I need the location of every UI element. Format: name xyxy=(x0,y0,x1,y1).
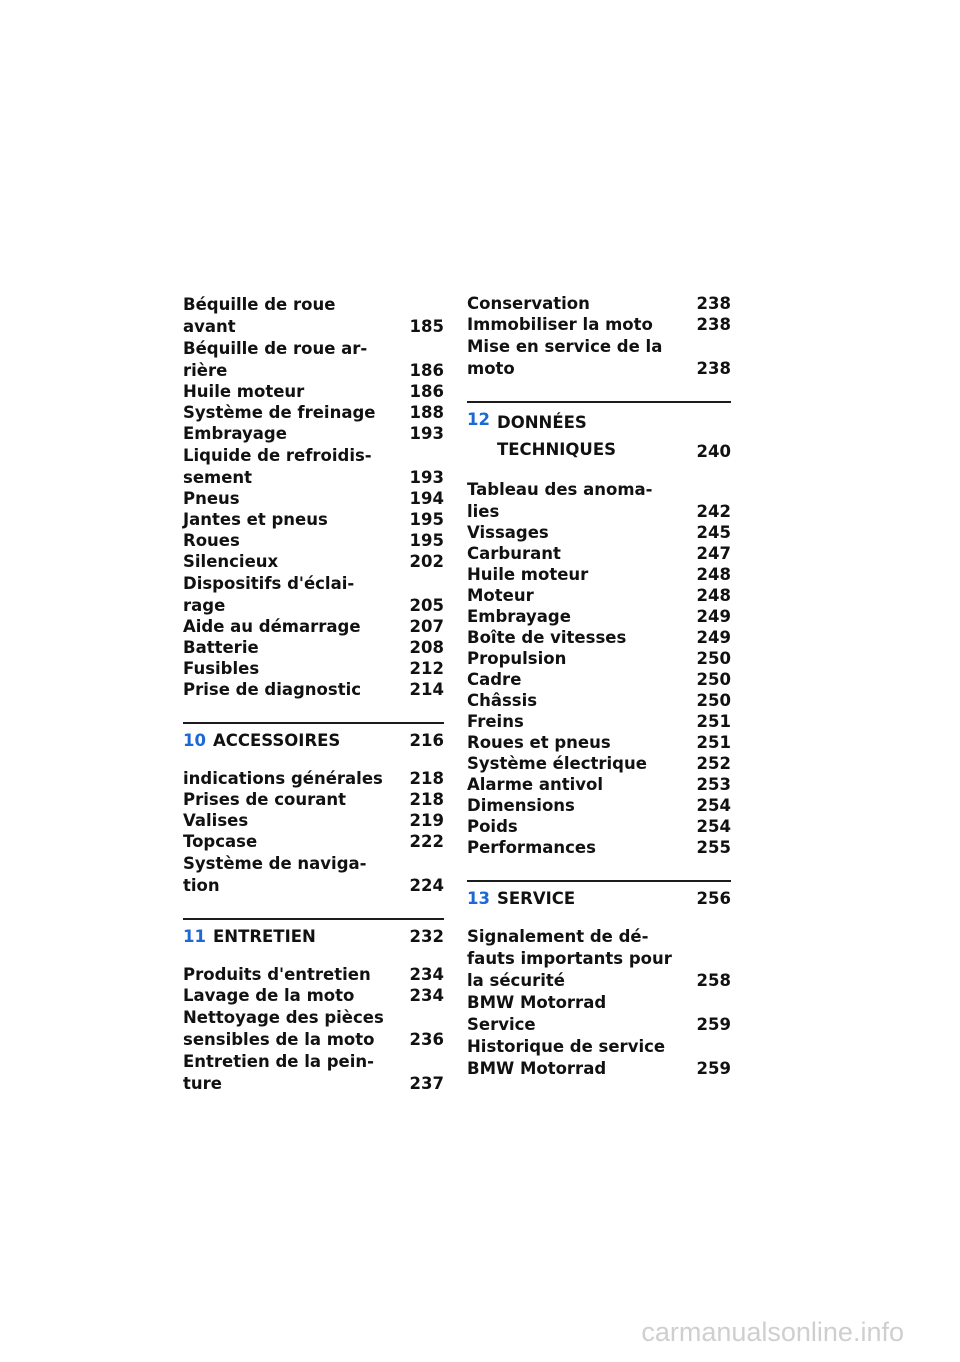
section-number: 11 xyxy=(183,927,206,946)
toc-entry[interactable] xyxy=(183,810,444,831)
section-heading[interactable] xyxy=(183,722,444,752)
toc-entry-page: 214 xyxy=(409,680,444,699)
toc-entry-title-line: Signalement de dé- xyxy=(467,927,649,946)
toc-entry-title xyxy=(467,479,731,522)
section-heading[interactable] xyxy=(467,401,731,463)
toc-entry-page: 219 xyxy=(409,811,444,830)
toc-entry-page: 185 xyxy=(409,317,444,336)
toc-entry-page: 255 xyxy=(696,838,731,857)
toc-entry-page: 253 xyxy=(696,775,731,794)
toc-entry-title xyxy=(467,336,731,379)
toc-entry-title-line: Service xyxy=(467,1015,536,1034)
toc-entry[interactable] xyxy=(467,627,731,648)
toc-entry[interactable] xyxy=(467,522,731,543)
toc-entry-page: 238 xyxy=(696,359,731,378)
toc-entry[interactable] xyxy=(183,831,444,852)
toc-entry-title-line: tion xyxy=(183,876,220,895)
toc-entry-title: Jantes et pneus xyxy=(183,510,328,529)
toc-entry-title: Aide au démarrage xyxy=(183,617,361,636)
toc-entry-title xyxy=(183,573,444,616)
toc-entry-title-line: Tableau des anoma- xyxy=(467,480,653,499)
toc-entry-page: 237 xyxy=(409,1074,444,1093)
toc-entry[interactable] xyxy=(183,768,444,789)
toc-entry[interactable] xyxy=(183,964,444,985)
toc-entry-title-line: Béquille de roue xyxy=(183,295,336,314)
toc-entry[interactable] xyxy=(467,606,731,627)
toc-entry-title-line: la sécurité xyxy=(467,971,565,990)
toc-entry-title: Topcase xyxy=(183,832,258,851)
toc-entry-title: Embrayage xyxy=(183,424,287,443)
toc-entry-page: 249 xyxy=(696,628,731,647)
toc-entry-page: 224 xyxy=(409,876,444,895)
toc-entry[interactable] xyxy=(467,732,731,753)
toc-entry[interactable] xyxy=(467,543,731,564)
toc-entry[interactable] xyxy=(467,293,731,314)
toc-entry-title: Performances xyxy=(467,838,596,857)
toc-entry-page: 258 xyxy=(696,971,731,990)
toc-entry-title: Roues et pneus xyxy=(467,733,611,752)
toc-entry-page: 218 xyxy=(409,790,444,809)
toc-entry-title-line: Dispositifs d'éclai- xyxy=(183,574,355,593)
toc-entry[interactable] xyxy=(183,1007,444,1050)
toc-entry-page: 247 xyxy=(696,544,731,563)
section-number: 12 xyxy=(467,410,490,429)
toc-entry-title: Poids xyxy=(467,817,518,836)
toc-entry-title: Produits d'entretien xyxy=(183,965,371,984)
toc-entry-page: 252 xyxy=(696,754,731,773)
toc-entry-title: Alarme antivol xyxy=(467,775,603,794)
toc-entry-page: 259 xyxy=(696,1059,731,1078)
toc-entry-title xyxy=(183,1007,444,1050)
toc-entry[interactable] xyxy=(183,423,444,444)
toc-entry-page: 193 xyxy=(409,424,444,443)
toc-entry[interactable] xyxy=(183,1051,444,1094)
toc-entry-title-line: sensibles de la moto xyxy=(183,1030,375,1049)
toc-entry-page: 259 xyxy=(696,1015,731,1034)
toc-column-right xyxy=(467,293,731,1079)
toc-entry[interactable] xyxy=(183,381,444,402)
section-page: 256 xyxy=(696,889,731,908)
section-page: 216 xyxy=(409,731,444,750)
toc-entry-page: 251 xyxy=(696,733,731,752)
toc-entry-title-line: avant xyxy=(183,317,236,336)
section-heading[interactable] xyxy=(467,880,731,910)
toc-entry[interactable] xyxy=(467,314,731,335)
toc-entry[interactable] xyxy=(183,985,444,1006)
toc-entry[interactable] xyxy=(183,658,444,679)
toc-entry-title: Carburant xyxy=(467,544,561,563)
toc-entry[interactable] xyxy=(183,573,444,616)
toc-entry[interactable] xyxy=(467,774,731,795)
toc-entry-title-line: Historique de service xyxy=(467,1037,666,1056)
toc-entry-title xyxy=(467,926,731,991)
toc-entry[interactable] xyxy=(467,585,731,606)
toc-entry-page: 186 xyxy=(409,361,444,380)
toc-entry-page: 194 xyxy=(409,489,444,508)
toc-entry-title: Embrayage xyxy=(467,607,571,626)
toc-entry-page: 251 xyxy=(696,712,731,731)
toc-entry-title-line: Système de naviga- xyxy=(183,854,367,873)
toc-entry-page: 207 xyxy=(409,617,444,636)
toc-entry[interactable] xyxy=(467,795,731,816)
toc-entry[interactable] xyxy=(183,338,444,381)
section-number: 13 xyxy=(467,889,490,908)
toc-entry-title: Valises xyxy=(183,811,249,830)
toc-entry-page: 254 xyxy=(696,817,731,836)
toc-entry[interactable] xyxy=(183,530,444,551)
toc-entry-title xyxy=(467,992,731,1035)
toc-entry-page: 238 xyxy=(696,294,731,313)
toc-entry-title-line: moto xyxy=(467,359,515,378)
toc-entry-title-line: fauts importants pour xyxy=(467,949,672,968)
toc-entry-title: Conservation xyxy=(467,294,590,313)
toc-entry[interactable] xyxy=(183,853,444,896)
toc-entry[interactable] xyxy=(467,336,731,379)
toc-entry-page: 212 xyxy=(409,659,444,678)
toc-entry-title-line: Liquide de refroidis- xyxy=(183,446,372,465)
toc-entry-title: Fusibles xyxy=(183,659,260,678)
toc-entry[interactable] xyxy=(183,637,444,658)
toc-entry[interactable] xyxy=(183,488,444,509)
toc-entry[interactable] xyxy=(183,679,444,700)
toc-entry[interactable] xyxy=(183,789,444,810)
toc-column-left xyxy=(183,293,444,1094)
toc-entry-title: Châssis xyxy=(467,691,538,710)
toc-entry-page: 248 xyxy=(696,565,731,584)
toc-entry-page: 222 xyxy=(409,832,444,851)
toc-entry-page: 245 xyxy=(696,523,731,542)
toc-entry[interactable] xyxy=(467,690,731,711)
toc-entry-title: Lavage de la moto xyxy=(183,986,355,1005)
section-title: ACCESSOIRES xyxy=(213,731,341,750)
toc-entry[interactable] xyxy=(467,992,731,1035)
toc-entry-page: 195 xyxy=(409,531,444,550)
toc-entry[interactable] xyxy=(467,753,731,774)
toc-entry-title-line: BMW Motorrad xyxy=(467,993,607,1012)
toc-entry[interactable] xyxy=(183,551,444,572)
toc-entry-page: 254 xyxy=(696,796,731,815)
toc-entry-title: Huile moteur xyxy=(467,565,589,584)
toc-entry[interactable] xyxy=(183,616,444,637)
toc-entry-page: 195 xyxy=(409,510,444,529)
section-title: ENTRETIEN xyxy=(213,927,316,946)
toc-entry[interactable] xyxy=(467,564,731,585)
toc-entry-title-line: Mise en service de la xyxy=(467,337,663,356)
toc-entry[interactable] xyxy=(467,926,731,991)
toc-entry-title: Batterie xyxy=(183,638,259,657)
toc-entry-page: 238 xyxy=(696,315,731,334)
toc-entry-title: Boîte de vitesses xyxy=(467,628,627,647)
toc-entry[interactable] xyxy=(183,445,444,488)
toc-entry-page: 208 xyxy=(409,638,444,657)
toc-entry[interactable] xyxy=(467,1036,731,1079)
toc-entry[interactable] xyxy=(467,711,731,732)
section-title-line: TECHNIQUES xyxy=(497,440,616,459)
toc-entry-title: Immobiliser la moto xyxy=(467,315,653,334)
toc-entry[interactable] xyxy=(467,479,731,522)
toc-entry[interactable] xyxy=(467,669,731,690)
toc-entry-title: Propulsion xyxy=(467,649,567,668)
toc-entry-title-line: rière xyxy=(183,361,228,380)
section-number: 10 xyxy=(183,731,206,750)
toc-entry-page: 248 xyxy=(696,586,731,605)
toc-entry-title-line: BMW Motorrad xyxy=(467,1059,607,1078)
toc-entry-title: Freins xyxy=(467,712,524,731)
toc-entry-title-line: Entretien de la pein- xyxy=(183,1052,374,1071)
toc-entry-title: Roues xyxy=(183,531,240,550)
section-page: 232 xyxy=(409,927,444,946)
toc-entry-title xyxy=(183,294,444,337)
toc-entry[interactable] xyxy=(183,509,444,530)
toc-entry-title-line: Béquille de roue ar- xyxy=(183,339,368,358)
toc-entry-title: Système électrique xyxy=(467,754,647,773)
toc-entry-title xyxy=(183,338,444,381)
toc-entry-title-line: Nettoyage des pièces xyxy=(183,1008,384,1027)
toc-entry-title: Huile moteur xyxy=(183,382,305,401)
toc-entry-title: indications générales xyxy=(183,769,383,788)
toc-entry-page: 242 xyxy=(696,502,731,521)
toc-entry-title: Prises de courant xyxy=(183,790,346,809)
toc-entry-page: 186 xyxy=(409,382,444,401)
toc-entry[interactable] xyxy=(467,816,731,837)
toc-entry-title: Cadre xyxy=(467,670,522,689)
toc-entry-title xyxy=(467,1036,731,1079)
toc-entry-page: 188 xyxy=(409,403,444,422)
section-title xyxy=(467,409,731,463)
toc-entry[interactable] xyxy=(467,837,731,858)
section-title-line: DONNÉES xyxy=(497,413,587,432)
toc-entry-page: 250 xyxy=(696,691,731,710)
toc-entry-title: Moteur xyxy=(467,586,534,605)
toc-entry-title-line: ture xyxy=(183,1074,222,1093)
toc-entry-title: Système de freinage xyxy=(183,403,376,422)
toc-entry-title: Silencieux xyxy=(183,552,279,571)
toc-entry-title xyxy=(183,853,444,896)
toc-entry-page: 250 xyxy=(696,670,731,689)
toc-entry-page: 234 xyxy=(409,986,444,1005)
toc-entry-title: Pneus xyxy=(183,489,240,508)
toc-entry-page: 205 xyxy=(409,596,444,615)
toc-entry[interactable] xyxy=(183,402,444,423)
toc-entry-page: 249 xyxy=(696,607,731,626)
toc-entry-title: Prise de diagnostic xyxy=(183,680,362,699)
section-title: SERVICE xyxy=(497,889,576,908)
toc-entry-title-line: sement xyxy=(183,468,253,487)
watermark: carmanualsonline.info xyxy=(641,1317,904,1347)
toc-entry[interactable] xyxy=(467,648,731,669)
section-page: 240 xyxy=(696,442,731,461)
toc-entry-title xyxy=(183,1051,444,1094)
section-heading[interactable] xyxy=(183,918,444,948)
toc-entry-title xyxy=(183,445,444,488)
toc-entry[interactable] xyxy=(183,294,444,337)
toc-entry-title: Dimensions xyxy=(467,796,575,815)
toc-entry-page: 193 xyxy=(409,468,444,487)
toc-entry-page: 250 xyxy=(696,649,731,668)
toc-entry-page: 202 xyxy=(409,552,444,571)
toc-entry-page: 236 xyxy=(409,1030,444,1049)
toc-entry-title: Vissages xyxy=(467,523,549,542)
toc-entry-title-line: lies xyxy=(467,502,500,521)
toc-entry-page: 218 xyxy=(409,769,444,788)
toc-entry-page: 234 xyxy=(409,965,444,984)
toc-entry-title-line: rage xyxy=(183,596,226,615)
